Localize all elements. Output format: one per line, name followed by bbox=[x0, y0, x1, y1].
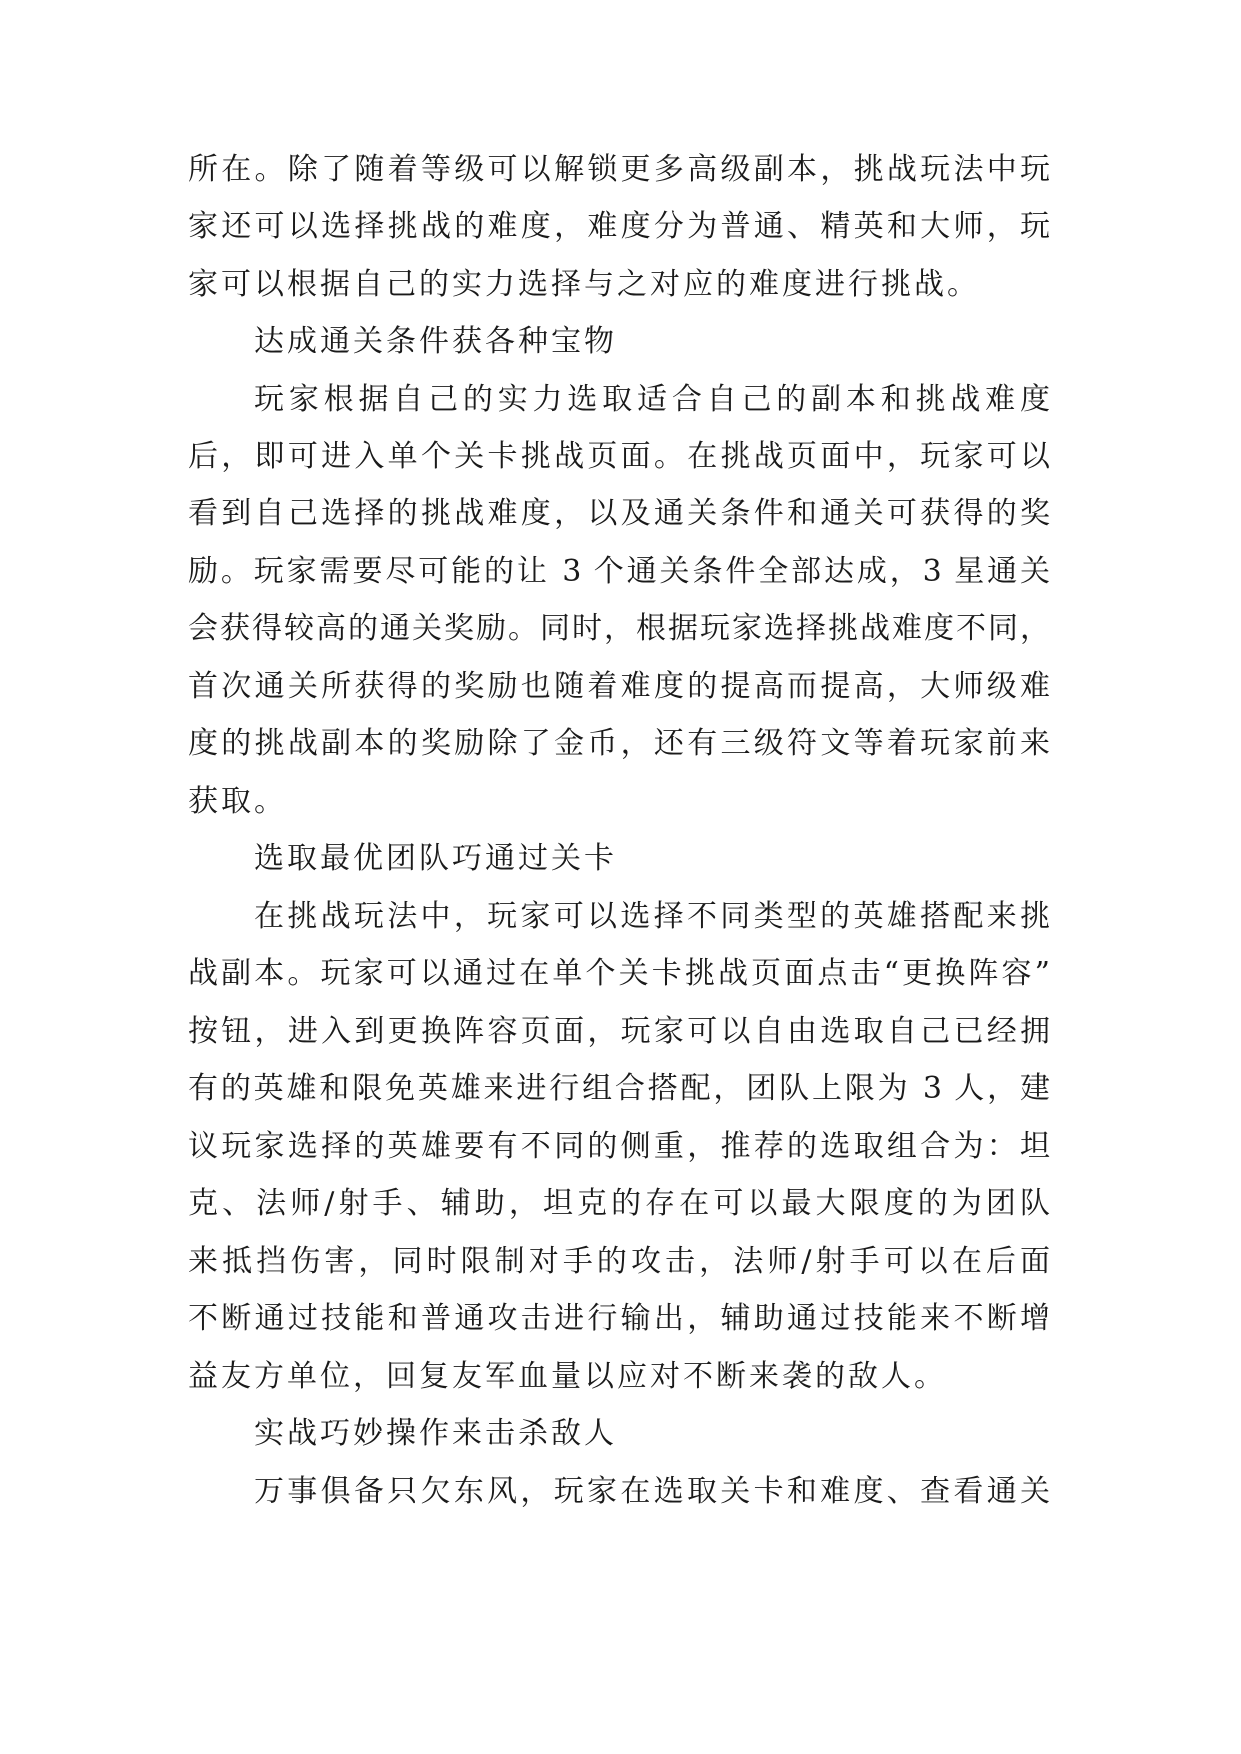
body-line: 看到自己选择的挑战难度，以及通关条件和通关可获得的奖 bbox=[188, 496, 1050, 531]
body-line: 战副本。玩家可以通过在单个关卡挑战页面点击“更换阵容” bbox=[188, 956, 1050, 991]
section-heading: 达成通关条件获各种宝物 bbox=[254, 324, 617, 359]
body-line: 后，即可进入单个关卡挑战页面。在挑战页面中，玩家可以 bbox=[188, 439, 1050, 474]
section-heading: 选取最优团队巧通过关卡 bbox=[254, 841, 617, 876]
body-line: 来抵挡伤害，同时限制对手的攻击，法师/射手可以在后面 bbox=[188, 1244, 1050, 1279]
body-line: 万事俱备只欠东风，玩家在选取关卡和难度、查看通关 bbox=[254, 1474, 1050, 1509]
body-line: 首次通关所获得的奖励也随着难度的提高而提高，大师级难 bbox=[188, 669, 1050, 704]
body-line: 度的挑战副本的奖励除了金币，还有三级符文等着玩家前来 bbox=[188, 726, 1050, 761]
body-line: 励。玩家需要尽可能的让 3 个通关条件全部达成，3 星通关 bbox=[188, 554, 1050, 589]
body-line: 克、法师/射手、辅助，坦克的存在可以最大限度的为团队 bbox=[188, 1186, 1050, 1221]
body-line: 所在。除了随着等级可以解锁更多高级副本，挑战玩法中玩 bbox=[188, 152, 1050, 187]
body-line: 不断通过技能和普通攻击进行输出，辅助通过技能来不断增 bbox=[188, 1301, 1050, 1336]
body-line: 有的英雄和限免英雄来进行组合搭配，团队上限为 3 人，建 bbox=[188, 1071, 1050, 1106]
body-line: 会获得较高的通关奖励。同时，根据玩家选择挑战难度不同， bbox=[188, 611, 1050, 646]
body-line: 益友方单位，回复友军血量以应对不断来袭的敌人。 bbox=[188, 1359, 947, 1394]
body-line: 按钮，进入到更换阵容页面，玩家可以自由选取自己已经拥 bbox=[188, 1014, 1050, 1049]
body-line: 获取。 bbox=[188, 784, 287, 819]
body-line: 议玩家选择的英雄要有不同的侧重，推荐的选取组合为：坦 bbox=[188, 1129, 1050, 1164]
body-line: 在挑战玩法中，玩家可以选择不同类型的英雄搭配来挑 bbox=[254, 899, 1050, 934]
body-line: 家可以根据自己的实力选择与之对应的难度进行挑战。 bbox=[188, 267, 980, 302]
body-line: 家还可以选择挑战的难度，难度分为普通、精英和大师，玩 bbox=[188, 209, 1050, 244]
body-line: 玩家根据自己的实力选取适合自己的副本和挑战难度 bbox=[254, 382, 1050, 417]
section-heading: 实战巧妙操作来击杀敌人 bbox=[254, 1416, 617, 1451]
